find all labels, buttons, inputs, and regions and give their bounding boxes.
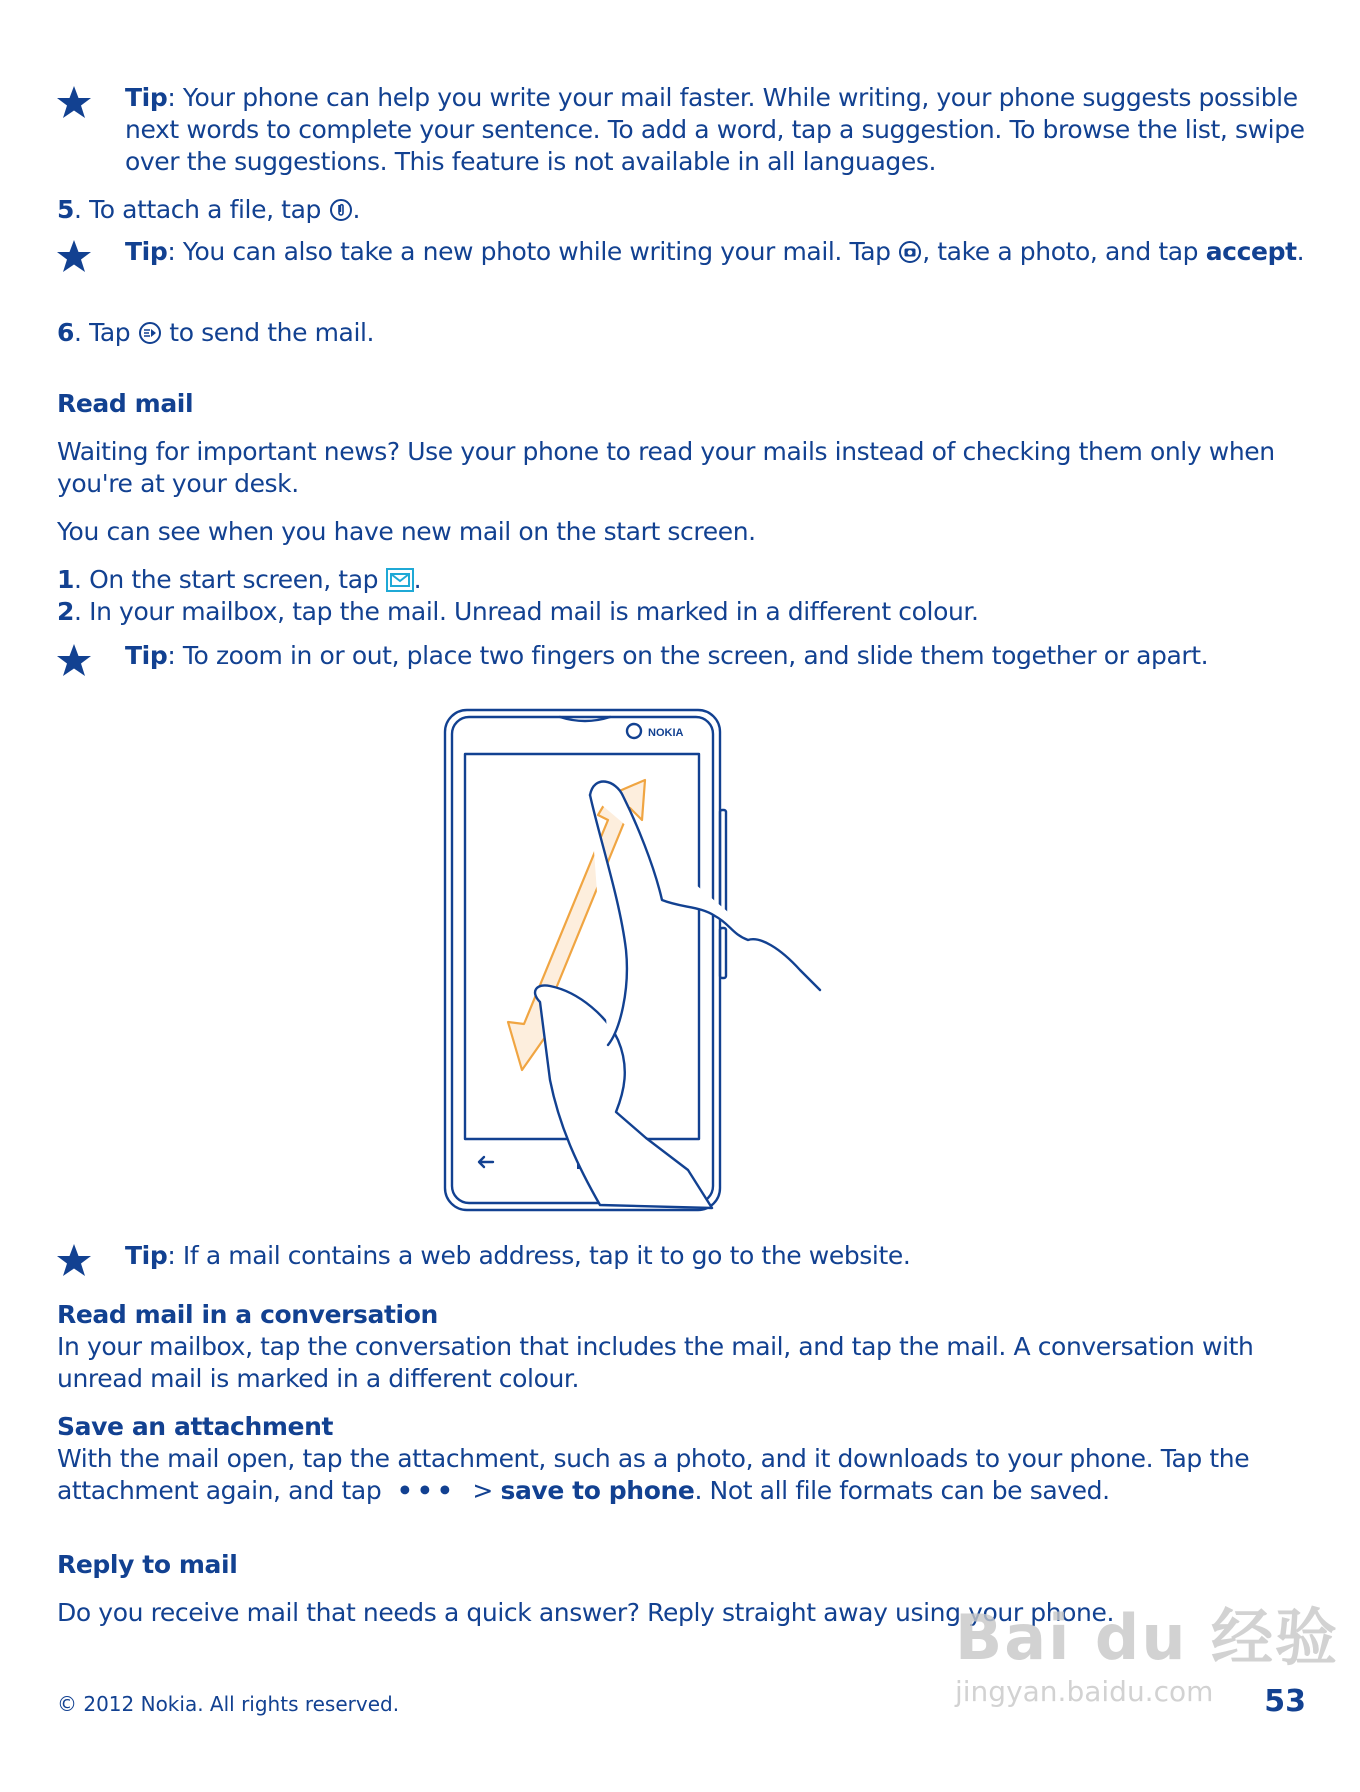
tip-autocomplete: Tip: Your phone can help you write your mail faster. While writing, your phone suggests possible next words to complete your sentence. To add a word, tap a suggestion. To browse the list, swipe over the suggestions. This feature is not available in all languages.: [125, 83, 1305, 176]
step-send-mail: 6. Tap to send the mail.: [57, 318, 375, 347]
heading-read-mail: Read mail: [57, 389, 194, 418]
phone-side-button: [720, 810, 726, 920]
heading-save-attachment: Save an attachment: [57, 1412, 334, 1441]
step-attach-file: 5. To attach a file, tap .: [57, 195, 361, 224]
page-number: 53: [1264, 1684, 1306, 1719]
phone-brand-logo: NOKIA: [648, 727, 684, 739]
heading-read-conversation: Read mail in a conversation: [57, 1300, 438, 1329]
attach-icon: [329, 198, 353, 222]
hand-outline: [535, 985, 712, 1208]
mail-tile-icon: [386, 568, 414, 592]
more-icon: •••: [396, 1476, 457, 1505]
read-mail-start-screen: You can see when you have new mail on the start screen.: [57, 517, 756, 546]
pinch-zoom-illustration: [430, 700, 890, 1220]
back-key-icon: [479, 1157, 493, 1167]
tip-star-icon: [55, 238, 93, 276]
footer-copyright: © 2012 Nokia. All rights reserved.: [57, 1692, 400, 1716]
conversation-text: In your mailbox, tap the conversation that includes the mail, and tap the mail. A conversation with unread mail is marked in a different colour.: [57, 1332, 1254, 1393]
reply-text: Do you receive mail that needs a quick answer? Reply straight away using your phone.: [57, 1598, 1115, 1627]
tip-web-address: Tip: If a mail contains a web address, tap it to go to the website.: [125, 1241, 911, 1270]
phone-camera: [627, 724, 641, 738]
camera-icon: [898, 240, 922, 264]
tip-take-photo: Tip: You can also take a new photo while writing your mail. Tap , take a photo, and tap accept.: [125, 237, 1305, 266]
send-icon: [138, 321, 162, 345]
phone-side-button: [720, 928, 726, 978]
heading-reply-mail: Reply to mail: [57, 1550, 238, 1579]
baidu-watermark: Bai du 经验 jingyan.baidu.com: [955, 1601, 1340, 1708]
tip-star-icon: [55, 1242, 93, 1280]
tip-star-icon: [55, 84, 93, 122]
step-tap-mail: 2. In your mailbox, tap the mail. Unread mail is marked in a different colour.: [57, 597, 979, 626]
read-mail-intro: Waiting for important news? Use your phone to read your mails instead of checking them only when you're at your desk.: [57, 437, 1275, 498]
tip-zoom: Tip: To zoom in or out, place two fingers on the screen, and slide them together or apart.: [125, 641, 1209, 670]
tip-star-icon: [55, 642, 93, 680]
save-attachment-text: With the mail open, tap the attachment, such as a photo, and it downloads to your phone. Tap the attachment again, and tap ••• > save to phone. Not all file formats can be saved.: [57, 1444, 1250, 1505]
step-open-mailbox: 1. On the start screen, tap .: [57, 565, 422, 594]
